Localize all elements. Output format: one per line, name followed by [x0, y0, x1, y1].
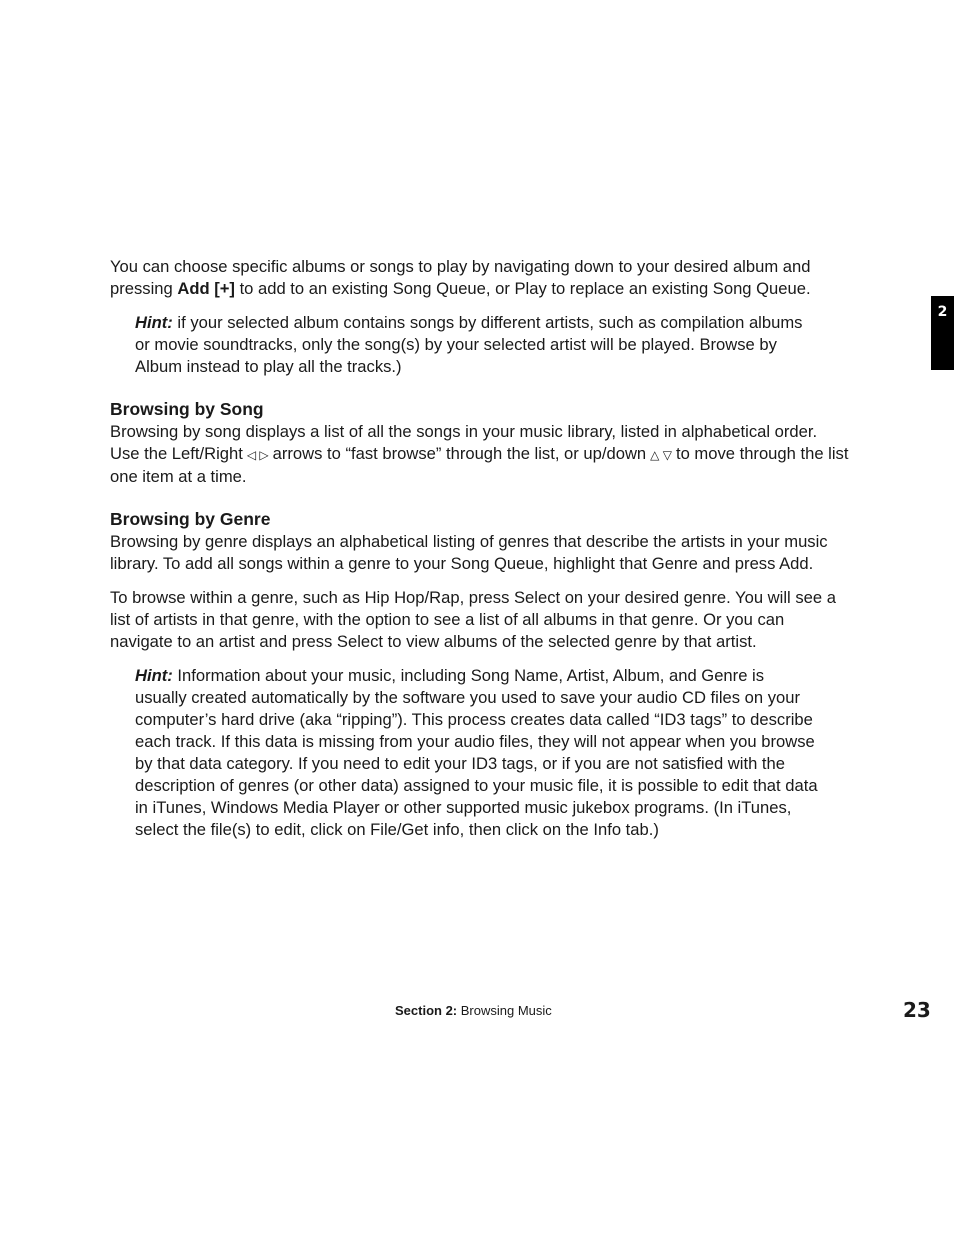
hint-text: if your selected album contains songs by different artists, such as compilation albums or movie soundtracks, only the song(s) by your selected artist will be played. Browse by Album instead to play all the tracks.) — [135, 313, 803, 376]
add-plus-label: Add [+] — [177, 279, 235, 298]
hint-text: Information about your music, including Song Name, Artist, Album, and Genre is usually created automatically by the software you used to save your audio CD files on your computer’s hard drive (aka “ripping”). This process creates data called “ID3 tags” to describe each track. If this data is missing from your audio files, they will not appear when you browse by that data category. If you need to edit your ID3 tags, or if you are not satisfied with the description of genres (or other data) assigned to your music file, it is possible to edit that data in iTunes, Windows Media Player or other supported music jukebox programs. (In iTunes, select the file(s) to edit, click on File/Get info, then click on the Info tab.) — [135, 666, 818, 839]
intro-text-before: You can choose specific albums or songs to play by navigating down to your desired album and pressing — [110, 257, 811, 298]
left-right-arrows-icon: ◁ ▷ — [246, 448, 269, 462]
song-text-2: arrows to “fast browse” through the list, or up/down — [272, 444, 647, 463]
heading-browsing-by-genre: Browsing by Genre — [110, 509, 271, 529]
hint-label: Hint: — [135, 313, 173, 332]
song-paragraph — [110, 421, 850, 488]
genre-paragraph-2: To browse within a genre, such as Hip Hop/Rap, press Select on your desired genre. You will see a list of artists in that genre, with the option to see a list of all albums in that genre. Or you can navigate to an artist and press Select to view albums of the selected genre by that artist. — [110, 588, 836, 651]
hint-label: Hint: — [135, 666, 173, 685]
footer-section-label: Section 2: — [395, 1003, 458, 1018]
section-tab: 2 — [931, 296, 954, 370]
song-text-1: Browsing by song displays a list of all the songs in your music library, listed in alphabetical order. Use the Left/Right — [110, 422, 818, 463]
page-number: 23 — [903, 998, 931, 1022]
heading-browsing-by-song: Browsing by Song — [110, 399, 264, 419]
footer-section-title: Browsing Music — [457, 1003, 552, 1018]
song-text-3: to move through the list one item at a time. — [110, 444, 849, 486]
hint-id3-tags — [135, 665, 820, 841]
page-content — [110, 256, 850, 853]
intro-text-after: to add to an existing Song Queue, or Play to replace an existing Song Queue. — [234, 279, 811, 298]
up-down-arrows-icon: △ ▽ — [650, 448, 672, 462]
page-footer — [395, 1002, 552, 1020]
hint-album — [135, 312, 820, 378]
intro-paragraph — [110, 256, 850, 300]
genre-paragraph-1: Browsing by genre displays an alphabetical listing of genres that describe the artists in your music library. To add all songs within a genre to your Song Queue, highlight that Genre and press Add. — [110, 532, 828, 573]
